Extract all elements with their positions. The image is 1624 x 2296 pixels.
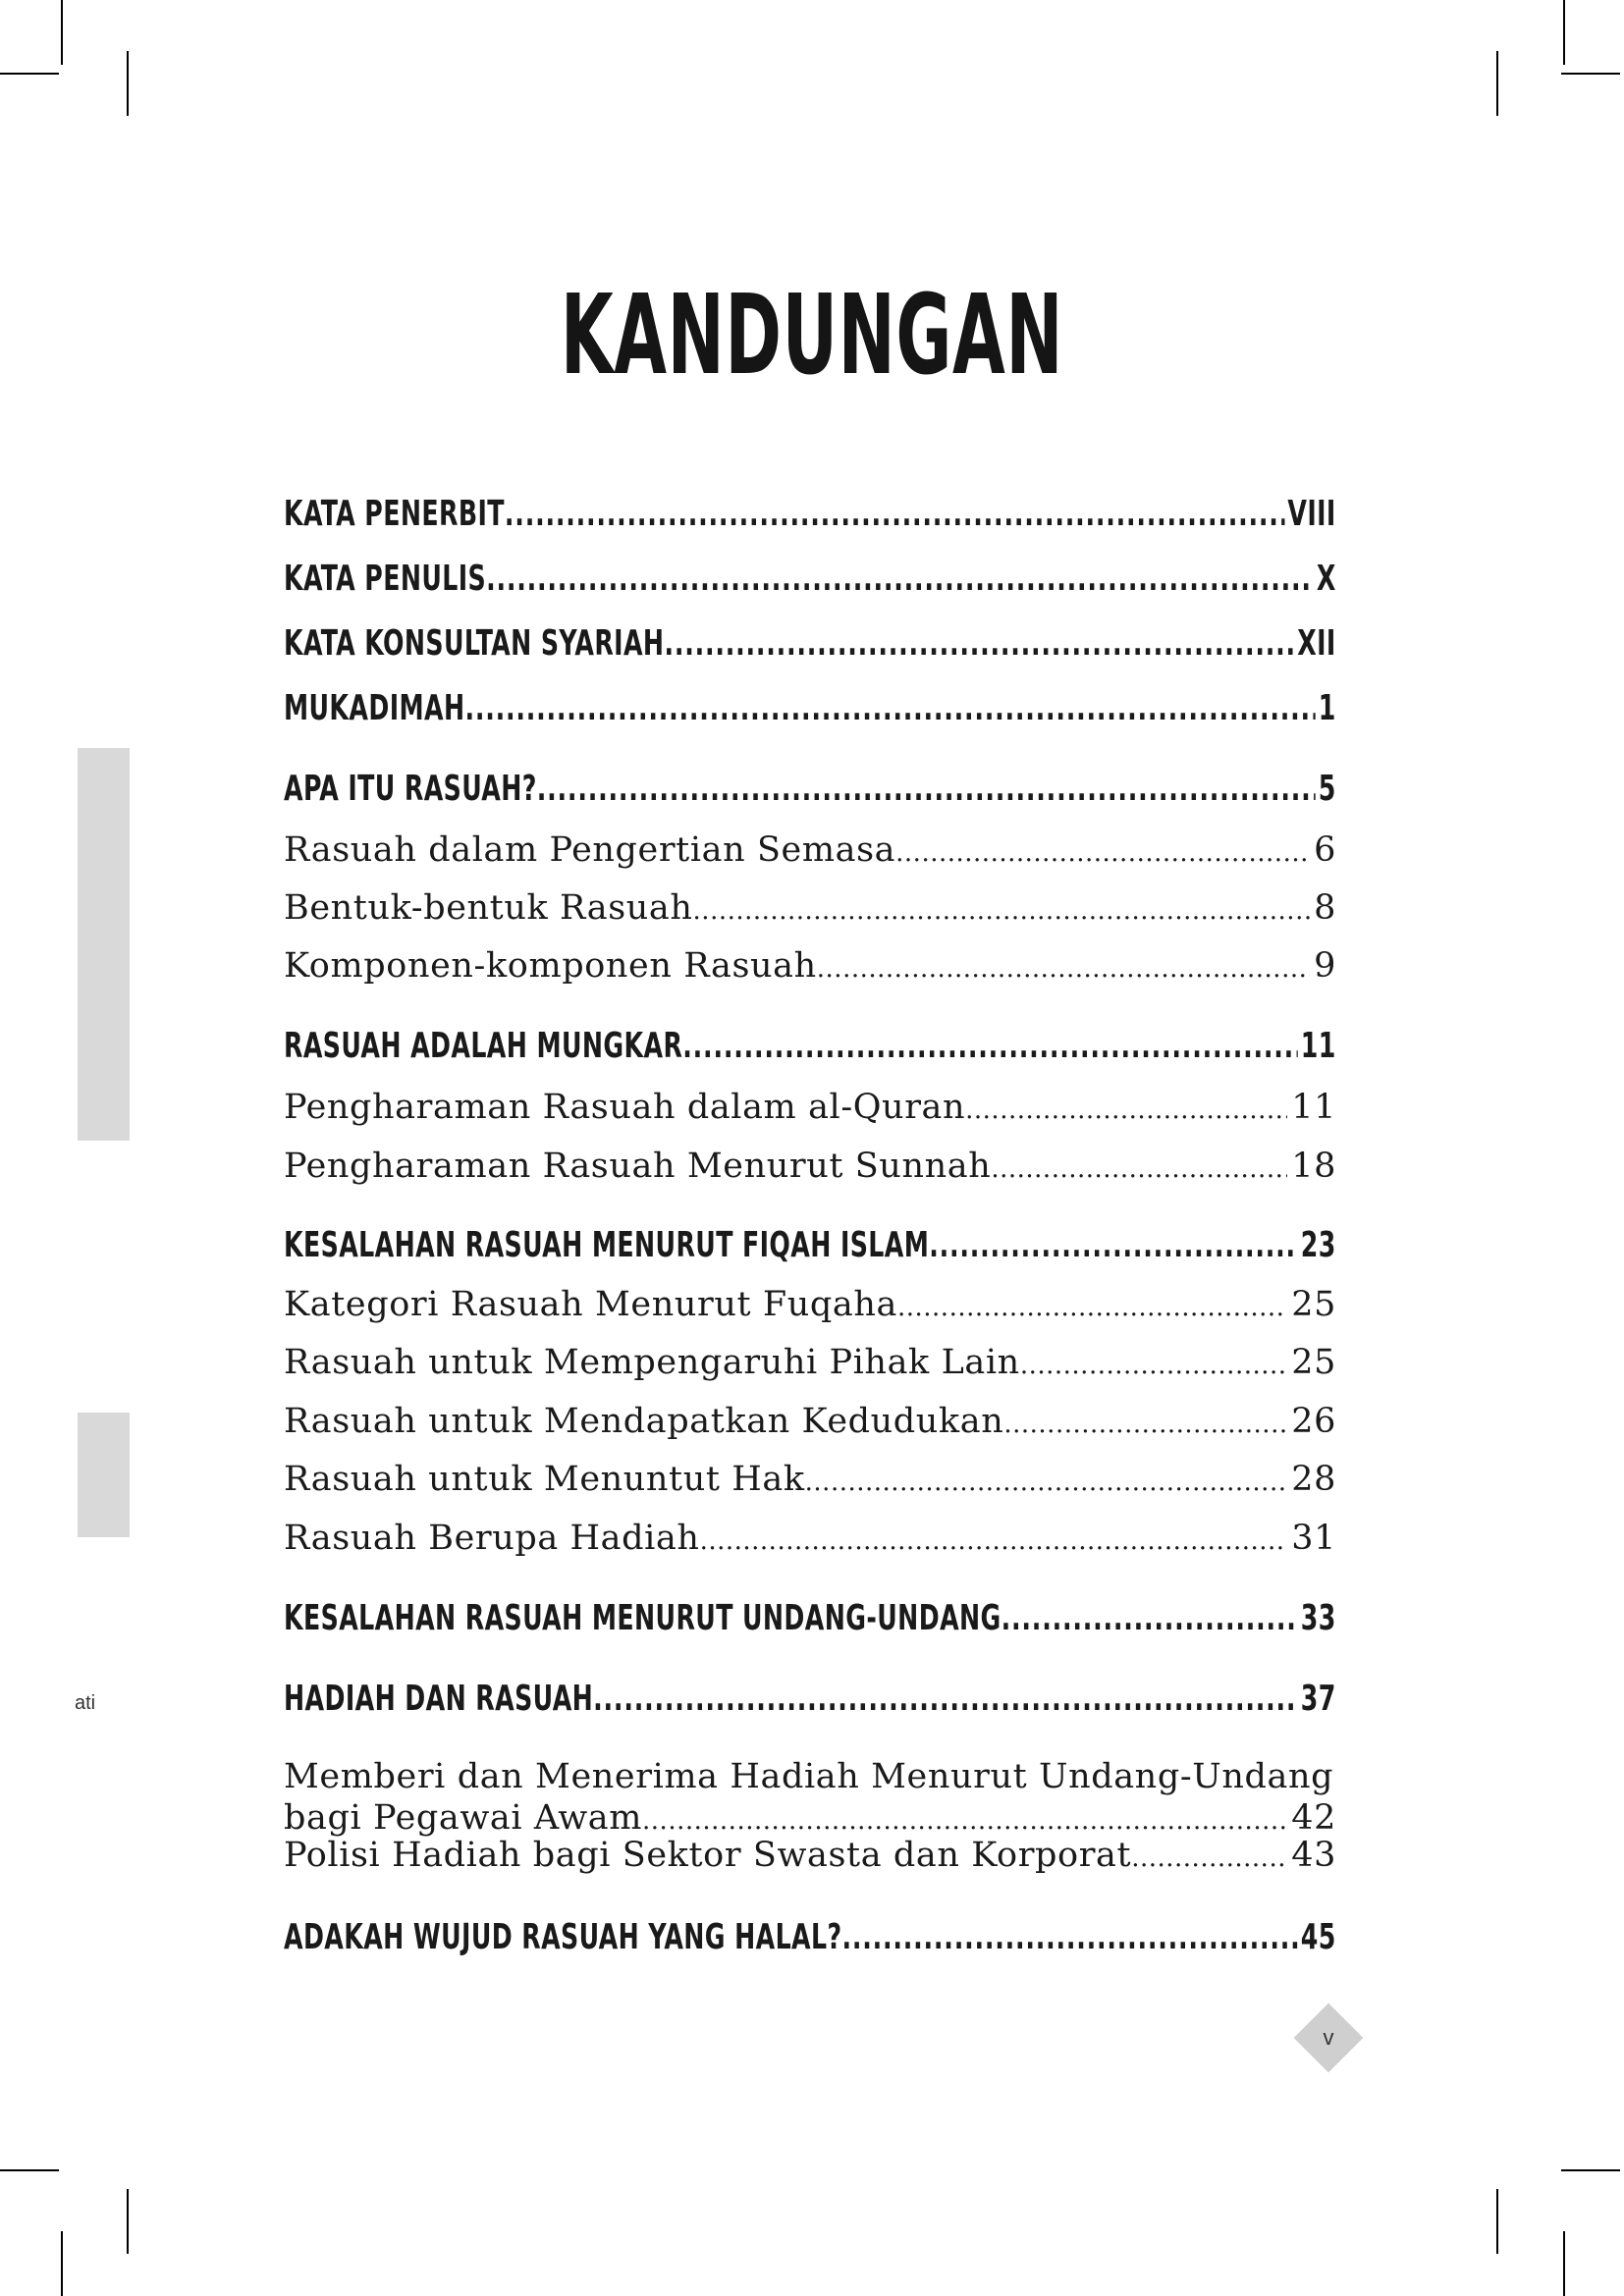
toc-page-number: 26 [1291, 1402, 1336, 1441]
dot-leader [965, 1086, 1287, 1132]
toc-entry-label: Rasuah untuk Mempengaruhi Pihak Lain [284, 1343, 1020, 1382]
toc-page-number: 25 [1291, 1343, 1336, 1382]
crop-mark [1561, 73, 1620, 75]
toc-page-number: 45 [1300, 1917, 1336, 1957]
toc-entry-label: ADAKAH WUJUD RASUAH YANG HALAL? [284, 1917, 842, 1957]
crop-mark [1496, 51, 1498, 116]
toc-page-number: 5 [1318, 769, 1336, 809]
toc-chapter[interactable] [284, 1597, 1336, 1640]
toc-page-number: 18 [1291, 1147, 1336, 1186]
toc-page-number: 11 [1291, 1088, 1336, 1127]
side-tab [78, 748, 130, 1141]
side-text: ati [75, 1692, 96, 1714]
toc-page-number: 28 [1291, 1460, 1336, 1499]
toc-entry-label: HADIAH DAN RASUAH [284, 1679, 594, 1719]
crop-mark [1563, 0, 1565, 65]
crop-mark [0, 73, 59, 75]
toc-entry-label: Rasuah untuk Menuntut Hak [284, 1460, 805, 1499]
dot-leader [817, 944, 1310, 990]
toc-subentry[interactable] [284, 1086, 1336, 1132]
page-title: KANDUNGAN [560, 272, 1064, 400]
toc-page-number: 1 [1318, 688, 1336, 728]
toc-page-number: XII [1297, 623, 1336, 664]
toc-page-number: 6 [1314, 830, 1336, 870]
dot-leader [682, 1025, 1297, 1068]
dot-leader [895, 828, 1310, 875]
toc-chapter[interactable] [284, 493, 1336, 536]
toc-subentry[interactable] [284, 1341, 1336, 1387]
toc-entry-label: KATA KONSULTAN SYARIAH [284, 623, 665, 664]
toc-page-number: 33 [1300, 1598, 1336, 1638]
crop-mark [61, 0, 63, 65]
toc-entry-label: Kategori Rasuah Menurut Fuqaha [284, 1285, 897, 1324]
dot-leader [1001, 1597, 1298, 1640]
toc-chapter[interactable] [284, 1678, 1336, 1721]
dot-leader [664, 622, 1294, 666]
dot-leader [505, 493, 1284, 536]
toc-entry-label: KESALAHAN RASUAH MENURUT UNDANG-UNDANG [284, 1598, 1001, 1638]
toc-page-number: 25 [1291, 1285, 1336, 1324]
dot-leader [465, 687, 1316, 730]
crop-mark [127, 2189, 129, 2254]
toc-chapter[interactable] [284, 1916, 1336, 1959]
toc-entry-label: KATA PENERBIT [284, 494, 505, 534]
toc-subentry[interactable] [284, 1283, 1336, 1329]
dot-leader [1003, 1400, 1287, 1446]
toc-entry-label: Bentuk-bentuk Rasuah [284, 888, 693, 928]
toc-chapter[interactable] [284, 768, 1336, 811]
toc-chapter[interactable] [284, 558, 1336, 601]
toc-entry-label: KATA PENULIS [284, 559, 487, 599]
toc-page-number: 31 [1291, 1519, 1336, 1558]
toc-entry-label: Memberi dan Menerima Hadiah Menurut Undang-Undang [284, 1757, 1334, 1796]
toc-entry-label: Rasuah Berupa Hadiah [284, 1519, 700, 1558]
crop-mark [1563, 2231, 1565, 2296]
dot-leader [593, 1678, 1297, 1721]
toc-entry-label: RASUAH ADALAH MUNGKAR [284, 1026, 683, 1066]
toc-page-number: VIII [1287, 494, 1336, 534]
crop-mark [1496, 2189, 1498, 2254]
toc-entry-label: Pengharaman Rasuah Menurut Sunnah [284, 1147, 992, 1186]
toc-entry-label: MUKADIMAH [284, 688, 465, 728]
toc-page-number: 9 [1314, 946, 1336, 986]
toc-subentry[interactable] [284, 1145, 1336, 1191]
toc-chapter[interactable] [284, 1025, 1336, 1068]
side-tab [78, 1413, 130, 1537]
toc-page-number: X [1316, 559, 1336, 599]
dot-leader [1020, 1341, 1287, 1387]
toc-page-number: 43 [1291, 1836, 1336, 1875]
toc-page-number: 8 [1314, 888, 1336, 928]
toc-chapter[interactable] [284, 1224, 1336, 1267]
dot-leader [700, 1517, 1288, 1563]
toc-subentry[interactable] [284, 1517, 1336, 1563]
page-number: v [1323, 2025, 1334, 2050]
dot-leader [805, 1458, 1288, 1504]
toc-subentry[interactable] [284, 944, 1336, 990]
dot-leader [1131, 1834, 1287, 1880]
dot-leader [897, 1283, 1287, 1329]
toc-entry-label: Polisi Hadiah bagi Sektor Swasta dan Korporat [284, 1836, 1132, 1875]
dot-leader [929, 1224, 1297, 1267]
dot-leader [537, 768, 1316, 811]
crop-mark [61, 2231, 63, 2296]
toc-entry-label-continuation: bagi Pegawai Awam [284, 1798, 643, 1838]
crop-mark [127, 51, 129, 116]
dot-leader [486, 558, 1314, 601]
toc-subentry[interactable] [284, 828, 1336, 875]
toc-entry-label: Rasuah dalam Pengertian Semasa [284, 830, 896, 870]
toc-subentry[interactable] [284, 1834, 1336, 1880]
dot-leader [842, 1916, 1298, 1959]
dot-leader [991, 1145, 1287, 1191]
toc-page-number: 37 [1300, 1679, 1336, 1719]
toc-entry-label: KESALAHAN RASUAH MENURUT FIQAH ISLAM [284, 1225, 930, 1265]
toc-subentry[interactable] [284, 886, 1336, 933]
dot-leader [693, 886, 1311, 933]
crop-mark [1561, 2169, 1620, 2171]
toc-entry-label: Komponen-komponen Rasuah [284, 946, 817, 986]
toc-subentry[interactable] [284, 1400, 1336, 1446]
toc-entry-label: Rasuah untuk Mendapatkan Kedudukan [284, 1402, 1004, 1441]
toc-chapter[interactable] [284, 687, 1336, 730]
toc-page-number: 11 [1300, 1026, 1336, 1066]
crop-mark [0, 2169, 59, 2171]
toc-entry-label: APA ITU RASUAH? [284, 769, 537, 809]
toc-page-number: 42 [1291, 1798, 1336, 1838]
toc-subentry[interactable] [284, 1458, 1336, 1504]
toc-entry-label: Pengharaman Rasuah dalam al-Quran [284, 1088, 966, 1127]
toc-page-number: 23 [1300, 1225, 1336, 1265]
toc-chapter[interactable] [284, 622, 1336, 666]
